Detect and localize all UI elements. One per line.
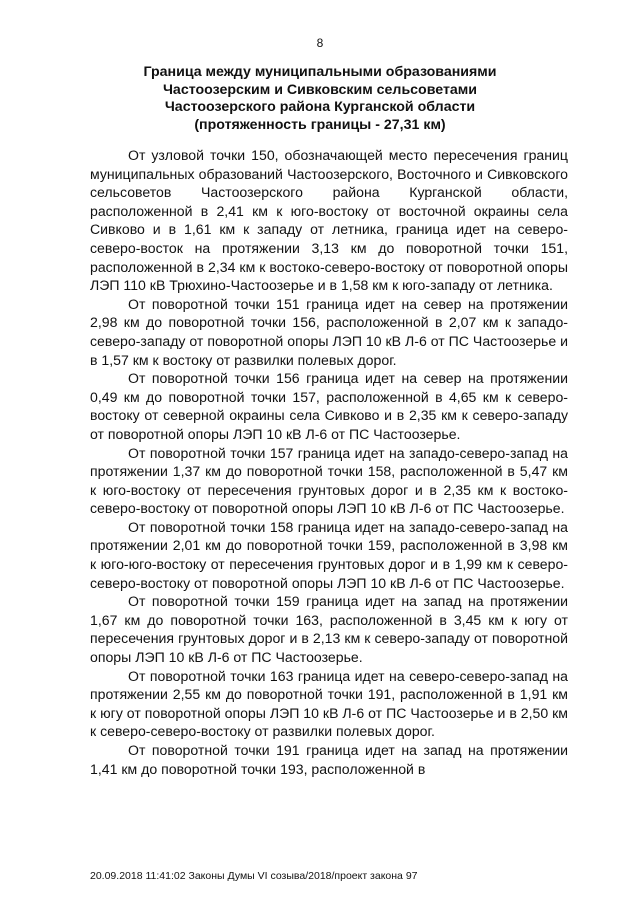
paragraph-6: От поворотной точки 159 граница идет на запад на протяжении 1,67 км до поворотной точки 163, расположенной в 3,45 км к югу от пересечения грунтовых дорог и в 2,13 км к северо-западу от поворотной опоры ЛЭП 10 кВ Л-6 от ПС Частоозерье. [90, 593, 568, 666]
paragraph-1: От узловой точки 150, обозначающей место пересечения границ муниципальных образований Частоозерского, Восточного и Сивковского сельсоветов Частоозерского района Курганской области, расположенной в 2,41 км к юго-востоку от восточной окраины села Сивково и в 1,61 км к западу от летника, граница идет на северо-северо-восток на протяжении 3,13 км до поворотной точки 151, расположенной в 2,34 км к востоко-северо-востоку от поворотной опоры ЛЭП 110 кВ Трюхино-Частоозерье и в 1,58 км к юго-западу от летника. [90, 147, 568, 294]
title-line-4: (протяженность границы - 27,31 км) [194, 116, 446, 133]
document-body [90, 146, 568, 778]
paragraph-4: От поворотной точки 157 граница идет на западо-северо-запад на протяжении 1,37 км до поворотной точки 158, расположенной в 5,47 км к юго-востоку от пересечения грунтовых дорог и в 2,35 км к востоко-северо-востоку от поворотной опоры ЛЭП 10 кВ Л-6 от ПС Частоозерье. [90, 444, 568, 517]
paragraph-3: От поворотной точки 156 граница идет на север на протяжении 0,49 км до поворотной точки 157, расположенной в 4,65 км к северо-востоку от северной окраины села Сивково и в 2,35 км к северо-западу от поворотной опоры ЛЭП 10 кВ Л-6 от ПС Частоозерье. [90, 370, 568, 442]
title-line-3: Частоозерского района Курганской области [164, 99, 476, 116]
paragraph-7: От поворотной точки 163 граница идет на северо-северо-запад на протяжении 2,55 км до поворотной точки 191, расположенной в 1,91 км к югу от поворотной опоры ЛЭП 10 кВ Л-6 от ПС Частоозерье и в 2,50 км к северо-северо-востоку от развилки полевых дорог. [90, 667, 568, 740]
document-footer: 20.09.2018 11:41:02 Законы Думы VI созыва/2018/проект закона 97 [90, 870, 418, 882]
paragraph-2: От поворотной точки 151 граница идет на север на протяжении 2,98 км до поворотной точки 156, расположенной в 2,07 км к западо-северо-западу от поворотной опоры ЛЭП 10 кВ Л-6 от ПС Частоозерье и в 1,57 км к востоку от развилки полевых дорог. [90, 295, 568, 368]
page-number: 8 [316, 36, 324, 50]
document-title [90, 64, 550, 134]
paragraph-5: От поворотной точки 158 граница идет на западо-северо-запад на протяжении 2,01 км до поворотной точки 159, расположенной в 3,98 км к юго-юго-востоку от пересечения грунтовых дорог и в 1,99 км к северо-северо-востоку от поворотной опоры ЛЭП 10 кВ Л-6 от ПС Частоозерье. [90, 518, 568, 591]
paragraph-8: От поворотной точки 191 граница идет на запад на протяжении 1,41 км до поворотной точки 193, расположенной в [90, 742, 568, 777]
title-line-1: Граница между муниципальными образованиями [143, 64, 497, 80]
title-line-2: Частоозерским и Сивковским сельсоветами [162, 81, 478, 98]
